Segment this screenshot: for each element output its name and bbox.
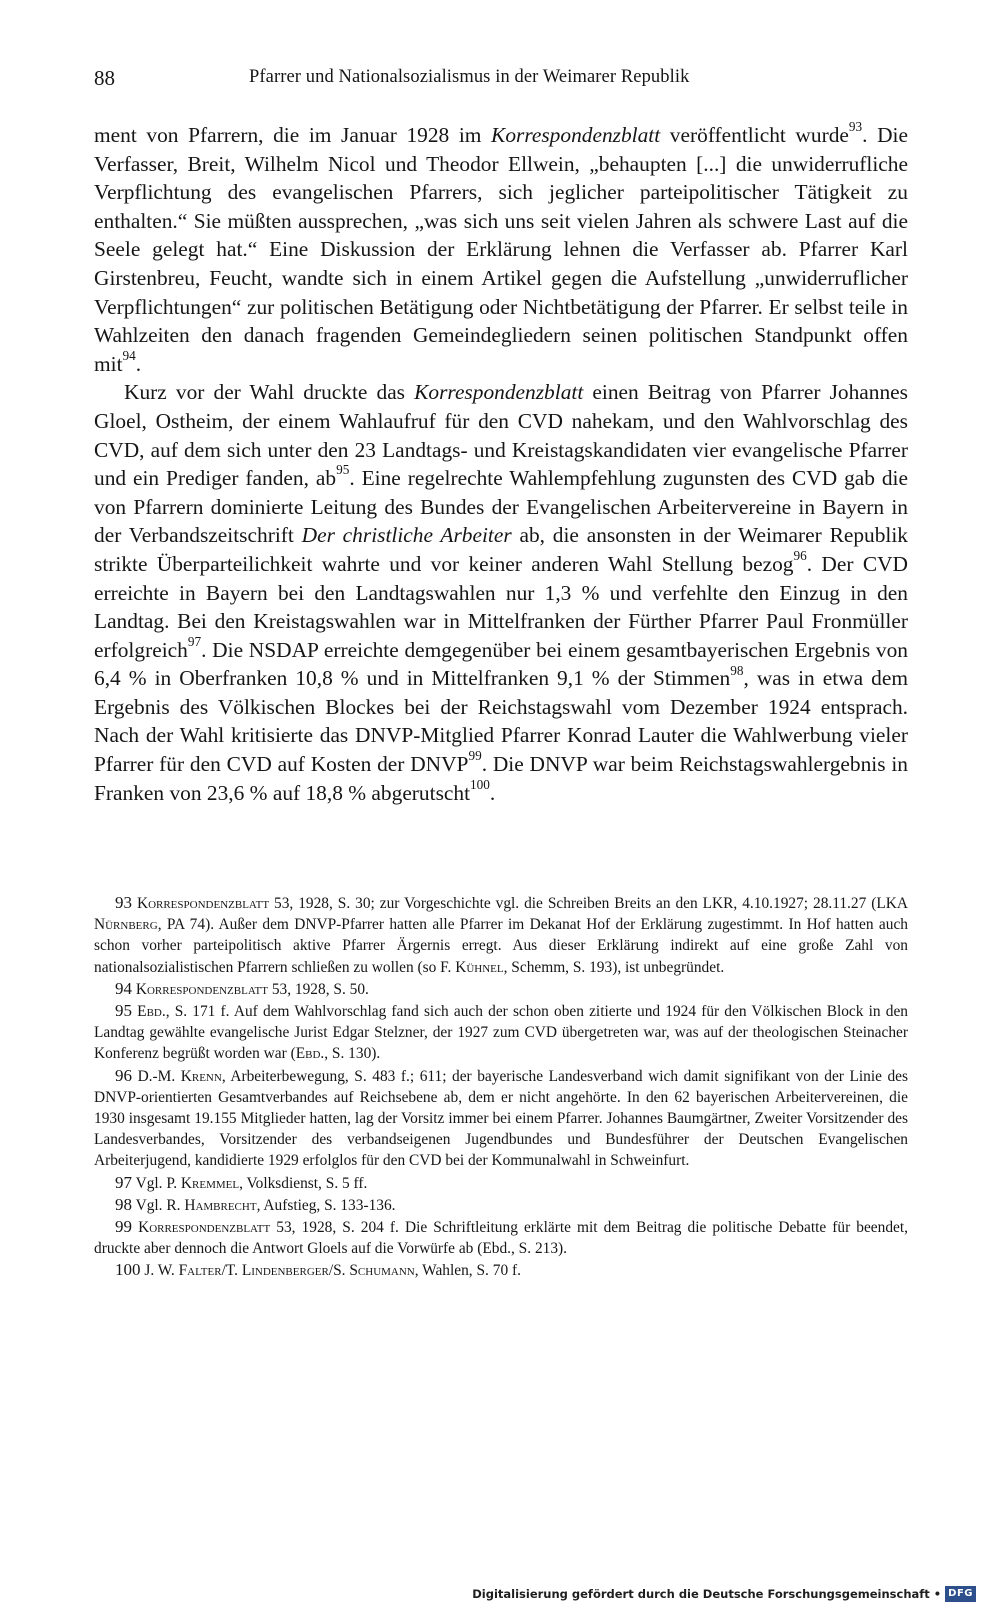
small-caps-run: Hambrecht xyxy=(184,1196,257,1214)
text-run: , Schemm, S. 193), ist unbegründet. xyxy=(503,958,725,976)
text-run: . Die DNVP war beim Reichstagswahlergebnis in Franken von 23,6 % auf 18,8 % abgerutscht xyxy=(94,752,909,805)
small-caps-run: Ebd. xyxy=(137,1003,166,1021)
text-run: Vgl. R. xyxy=(135,1196,185,1214)
footnote-number: 99 xyxy=(115,1217,132,1237)
text-run: . Die Verfasser, Breit, Wilhelm Nicol und Theodor Ellwein, „behaupten [...] die unwiderrufliche Verpflichtung des evangelischen Pfarrers, sich jeglicher parteipolitischer Tätigkeit zu enthalten.“ Sie müßten aussprechen, „was sich uns seit vielen Jahren als schwere Last auf die Seele gelegt hat.“ Eine Diskussion der Erklärung lehnen die Verfasser ab. Pfarrer Karl Girstenbreu, Feucht, wandte sich in einem Artikel gegen die Aufstellung „unwiderruflicher Verpflichtungen“ zur politischen Betätigung oder Nichtbetätigung der Pfarrer. Er selbst teile in Wahlzeiten den danach fragenden Gemeindegliedern seinen politischen Standpunkt offen mit xyxy=(94,123,908,376)
footnote-100 xyxy=(94,1259,908,1281)
dfg-credit-bar xyxy=(472,1584,976,1604)
footnote-number: 94 xyxy=(115,978,132,998)
text-run: , Volksdienst, S. 5 ff. xyxy=(239,1174,368,1192)
small-caps-run: Kremmel xyxy=(180,1174,240,1192)
text-run: /T. xyxy=(221,1262,242,1280)
small-caps-run: Nürnberg xyxy=(94,916,158,934)
text-run: 53, 1928, S. 50. xyxy=(267,980,369,998)
footnote-number: 93 xyxy=(115,893,132,912)
dfg-credit-text: Digitalisierung gefördert durch die Deutsche Forschungsgemeinschaft xyxy=(472,1587,930,1601)
page-number: 88 xyxy=(94,66,115,90)
footnote-number: 98 xyxy=(115,1194,132,1214)
text-run: ment von Pfarrern, die im Januar 1928 im xyxy=(94,123,492,147)
italic-title: Der christliche Arbeiter xyxy=(301,523,512,548)
footnote-number: 97 xyxy=(115,1172,132,1192)
italic-title: Korrespondenzblatt xyxy=(414,380,584,405)
dfg-logo-icon[interactable]: DFG xyxy=(945,1586,976,1602)
footnote-number: 100 xyxy=(115,1260,141,1280)
body-text xyxy=(94,121,908,807)
footnote-ref-99[interactable]: 99 xyxy=(468,748,482,764)
footnote-ref-98[interactable]: 98 xyxy=(730,662,744,678)
footnote-ref-97[interactable]: 97 xyxy=(187,633,202,649)
small-caps-run: Krenn xyxy=(180,1067,222,1085)
footnote-ref-93[interactable]: 93 xyxy=(848,119,863,135)
footnote-94 xyxy=(94,978,908,1000)
footnote-93 xyxy=(94,892,908,978)
text-run: ab, die ansonsten in der Weimarer Republik strikte Überparteilichkeit wahrte und vor keiner anderen Wahl Stellung bezog xyxy=(94,523,908,576)
text-run: . Der CVD erreichte in Bayern bei den Landtagswahlen nur 1,3 % und verfehlte den Einzug in den Landtag. Bei den Kreistagswahlen war in Mittelfranken der Fürther Pfarrer Paul Fronmüller erfolgreich xyxy=(94,551,908,662)
text-run: , Aufstieg, S. 133-136. xyxy=(256,1196,396,1214)
footnote-97 xyxy=(94,1172,908,1194)
text-run: , S. 171 f. Auf dem Wahlvorschlag fand sich auch der schon oben zitierte und 1924 für den Völkischen Block in den Landtag gewählte evangelische Jurist Edgar Stelzner, der 1927 zum CVD übergetreten war, was auf der theologischen Steinacher Konferenz begrüßt worden war ( xyxy=(94,1003,908,1063)
text-run: . Die NSDAP erreichte demgegenüber bei einem gesamtbayerischen Ergebnis von 6,4 % in Oberfranken 10,8 % und in Mittelfranken 9,1 % der Stimmen xyxy=(94,637,908,691)
running-title: Pfarrer und Nationalsozialismus in der Weimarer Republik xyxy=(249,67,690,87)
small-caps-run: Schumann xyxy=(349,1262,415,1280)
text-run: . xyxy=(135,351,142,376)
text-run: veröffentlicht wurde xyxy=(660,123,849,147)
text-run: , Arbeiterbewegung, S. 483 f.; 611; der bayerische Landesverband wich damit signifikant von der Linie des DNVP-orientierten Gesamtverbandes auf Reichsebene ab, dem er nicht angehörte. In den 62 bayerischen Arbeitervereinen, die 1930 insgesamt 19.155 Mitglieder hatten, lag der Vorsitz immer bei einem Pfarrer. Johannes Baumgärtner, Zweiter Vorsitzender des Landesverbandes, Vorsitzender des verbandseigenen Jugendbundes und Bundesführer der Deutschen Evangelischen Arbeiterjugend, kandidierte 1929 erfolglos für den CVD bei der Kommunalwahl in Schweinfurt. xyxy=(94,1067,909,1170)
footnote-95 xyxy=(94,1000,908,1065)
footnote-99 xyxy=(94,1216,908,1259)
small-caps-run: Korrespondenzblatt xyxy=(135,980,268,998)
text-run: , S. 130). xyxy=(324,1045,381,1063)
text-run: D.-M. xyxy=(137,1067,181,1085)
text-run: J. W. xyxy=(144,1262,179,1280)
footnote-ref-95[interactable]: 95 xyxy=(336,462,350,478)
text-run: , Wahlen, S. 70 f. xyxy=(414,1262,521,1280)
small-caps-run: Lindenberger xyxy=(241,1262,329,1280)
small-caps-run: Korrespondenzblatt xyxy=(138,1219,271,1237)
italic-title: Korrespondenzblatt xyxy=(491,123,661,147)
footnote-number: 95 xyxy=(115,1001,132,1021)
text-run: , PA 74). Außer dem DNVP-Pfarrer hatten alle Pfarrer im Dekanat Hof der Erklärung zugestimmt. In Hof hatten auch schon vorher parteipolitisch aktive Pfarrer Ärgernis erregt. Aus dieser Erklärung indirekt auf eine große Zahl von nationalsozialistischen Pfarrern schließen zu wollen (so F. xyxy=(94,916,908,976)
footnote-ref-100[interactable]: 100 xyxy=(470,776,490,792)
text-run: , was in etwa dem Ergebnis des Völkischen Blockes bei der Reichstagswahl vom Dezember 1924 entsprach. Nach der Wahl kritisierte das DNVP-Mitglied Pfarrer Konrad Lauter die Wahlwerbung vieler Pfarrer für den CVD auf Kosten der DNVP xyxy=(94,666,908,777)
footnote-ref-96[interactable]: 96 xyxy=(793,548,807,564)
paragraph-1 xyxy=(94,121,908,378)
text-run: 53, 1928, S. 30; zur Vorgeschichte vgl. die Schreiben Breits an den LKR, 4.10.1927; 28.11.27 (LKA xyxy=(269,895,908,912)
text-run: Vgl. P. xyxy=(135,1174,181,1192)
footnote-number: 96 xyxy=(115,1065,132,1085)
footnote-ref-94[interactable]: 94 xyxy=(122,347,136,363)
text-run: Kurz vor der Wahl druckte das xyxy=(124,380,415,405)
text-run: . xyxy=(489,780,496,805)
separator-dot: • xyxy=(933,1587,942,1601)
text-run: . Eine regelrechte Wahlempfehlung zugunsten des CVD gab die von Pfarrern dominierte Leitung des Bundes der Evangelischen Arbeitervereine in Bayern in der Verbandszeitschrift xyxy=(94,466,908,548)
text-run: 53, 1928, S. 204 f. Die Schriftleitung erklärte mit dem Beitrag die politische Debatte für beendet, druckte aber dennoch die Antwort Gloels auf die Vorwürfe ab (Ebd., S. 213). xyxy=(94,1219,908,1258)
paragraph-2 xyxy=(94,378,908,807)
small-caps-run: Ebd. xyxy=(295,1045,325,1063)
footnotes xyxy=(94,892,908,1282)
page-header xyxy=(94,66,909,98)
small-caps-run: Falter xyxy=(178,1262,222,1280)
small-caps-run: Korrespondenzblatt xyxy=(136,895,270,912)
footnote-96 xyxy=(94,1065,908,1172)
small-caps-run: Kühnel xyxy=(455,958,504,976)
footnote-98 xyxy=(94,1194,908,1216)
text-run: einen Beitrag von Pfarrer Johannes Gloel, Ostheim, der einem Wahlaufruf für den CVD nahekam, und den Wahlvorschlag des CVD, auf dem sich unter den 23 Landtags- und Kreistagskandidaten vier evangelische Pfarrer und ein Prediger fanden, ab xyxy=(94,380,908,491)
text-run: /S. xyxy=(328,1262,350,1280)
